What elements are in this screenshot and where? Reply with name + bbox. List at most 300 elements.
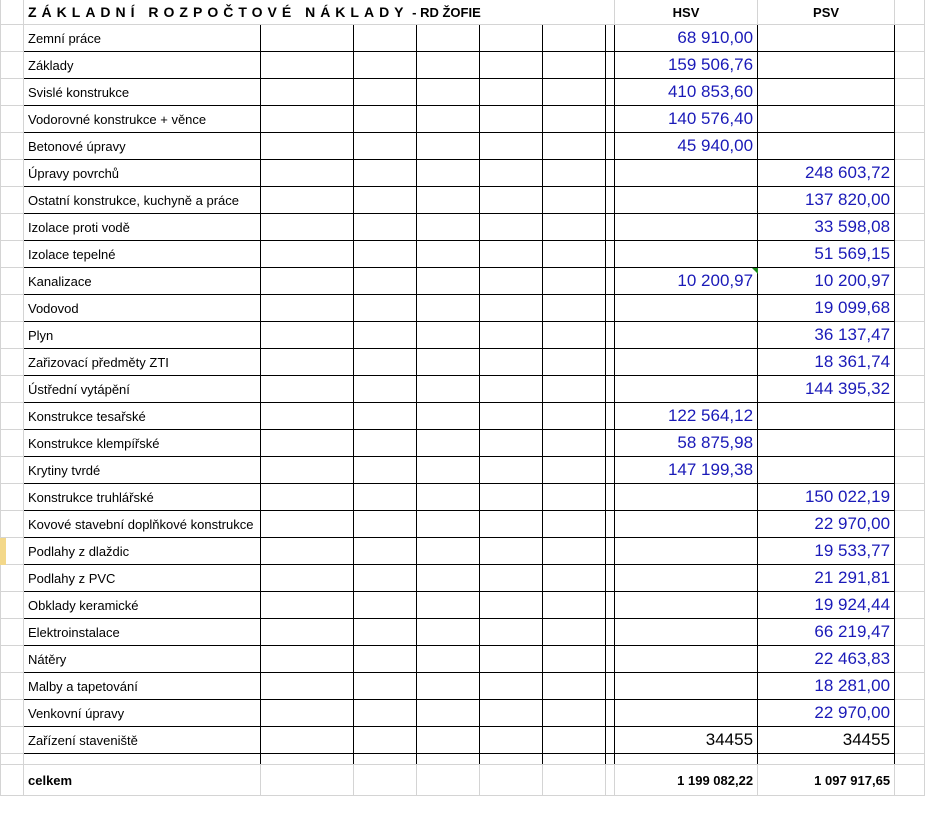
cell[interactable] — [615, 754, 758, 765]
cell[interactable] — [354, 241, 417, 268]
cell[interactable] — [24, 754, 261, 765]
cell[interactable] — [895, 538, 925, 565]
cell[interactable] — [480, 484, 543, 511]
cell[interactable] — [1, 187, 24, 214]
psv-value[interactable] — [758, 25, 895, 52]
cell[interactable] — [480, 430, 543, 457]
hsv-value[interactable] — [615, 376, 758, 403]
hsv-value[interactable]: 45 940,00 — [615, 133, 758, 160]
hsv-value[interactable] — [615, 700, 758, 727]
cell[interactable] — [261, 673, 354, 700]
cell[interactable] — [543, 295, 606, 322]
hsv-value[interactable] — [615, 646, 758, 673]
cell[interactable] — [261, 646, 354, 673]
cell[interactable] — [354, 511, 417, 538]
cell[interactable] — [354, 79, 417, 106]
cell[interactable] — [895, 511, 925, 538]
item-label[interactable]: Úpravy povrchů — [24, 160, 261, 187]
cell[interactable] — [543, 592, 606, 619]
cell[interactable] — [543, 765, 606, 796]
cell[interactable] — [895, 430, 925, 457]
cell[interactable] — [480, 349, 543, 376]
cell[interactable] — [543, 511, 606, 538]
cell[interactable] — [480, 565, 543, 592]
hsv-value[interactable] — [615, 322, 758, 349]
cell[interactable] — [480, 25, 543, 52]
cell[interactable] — [417, 403, 480, 430]
item-label[interactable]: Betonové úpravy — [24, 133, 261, 160]
cell[interactable] — [354, 538, 417, 565]
cell[interactable] — [895, 241, 925, 268]
psv-value[interactable]: 22 970,00 — [758, 700, 895, 727]
cell[interactable] — [480, 403, 543, 430]
cell[interactable] — [261, 322, 354, 349]
cell[interactable] — [606, 484, 615, 511]
psv-value[interactable]: 18 281,00 — [758, 673, 895, 700]
cell[interactable] — [354, 349, 417, 376]
cell[interactable] — [606, 727, 615, 754]
cell[interactable] — [354, 160, 417, 187]
cell[interactable] — [606, 79, 615, 106]
cell[interactable] — [1, 52, 24, 79]
item-label[interactable]: Malby a tapetování — [24, 673, 261, 700]
item-label[interactable]: Svislé konstrukce — [24, 79, 261, 106]
hsv-value[interactable]: 140 576,40 — [615, 106, 758, 133]
cell[interactable] — [480, 79, 543, 106]
hsv-value[interactable]: 147 199,38 — [615, 457, 758, 484]
title-cell[interactable] — [24, 0, 615, 25]
hsv-value[interactable]: 68 910,00 — [615, 25, 758, 52]
cell[interactable] — [1, 619, 24, 646]
hsv-value[interactable]: 34455 — [615, 727, 758, 754]
cell[interactable] — [606, 754, 615, 765]
cell[interactable] — [895, 268, 925, 295]
cell[interactable] — [417, 52, 480, 79]
psv-column-header[interactable]: PSV — [758, 0, 895, 25]
cell[interactable] — [354, 727, 417, 754]
cell[interactable] — [417, 592, 480, 619]
cell[interactable] — [895, 646, 925, 673]
cell[interactable] — [606, 106, 615, 133]
hsv-value[interactable] — [615, 241, 758, 268]
cell[interactable] — [480, 727, 543, 754]
cell[interactable] — [417, 214, 480, 241]
cell[interactable] — [417, 538, 480, 565]
psv-value[interactable]: 19 924,44 — [758, 592, 895, 619]
cell[interactable] — [1, 214, 24, 241]
cell[interactable] — [417, 295, 480, 322]
cell[interactable] — [895, 0, 925, 25]
cell[interactable] — [261, 538, 354, 565]
cell[interactable] — [354, 700, 417, 727]
item-label[interactable]: Vodovod — [24, 295, 261, 322]
cell[interactable] — [606, 241, 615, 268]
cell[interactable] — [895, 79, 925, 106]
item-label[interactable]: Izolace tepelné — [24, 241, 261, 268]
cell[interactable] — [606, 765, 615, 796]
cell[interactable] — [261, 430, 354, 457]
hsv-column-header[interactable]: HSV — [615, 0, 758, 25]
cell[interactable] — [895, 403, 925, 430]
hsv-value[interactable] — [615, 619, 758, 646]
cell[interactable] — [606, 214, 615, 241]
cell[interactable] — [261, 187, 354, 214]
psv-value[interactable]: 66 219,47 — [758, 619, 895, 646]
psv-value[interactable]: 10 200,97 — [758, 268, 895, 295]
cell[interactable] — [417, 241, 480, 268]
cell[interactable] — [354, 214, 417, 241]
cell[interactable] — [261, 52, 354, 79]
cell[interactable] — [480, 457, 543, 484]
cell[interactable] — [261, 349, 354, 376]
cell[interactable] — [354, 457, 417, 484]
cell[interactable] — [606, 673, 615, 700]
cell[interactable] — [261, 511, 354, 538]
cell[interactable] — [606, 349, 615, 376]
cell[interactable] — [417, 160, 480, 187]
psv-value[interactable]: 36 137,47 — [758, 322, 895, 349]
cell[interactable] — [480, 133, 543, 160]
cell[interactable] — [480, 322, 543, 349]
psv-value[interactable] — [758, 403, 895, 430]
cell[interactable] — [543, 187, 606, 214]
cell[interactable] — [1, 727, 24, 754]
psv-value[interactable] — [758, 106, 895, 133]
cell[interactable] — [606, 700, 615, 727]
cell[interactable] — [1, 322, 24, 349]
cell[interactable] — [895, 52, 925, 79]
cell[interactable] — [261, 700, 354, 727]
cell[interactable] — [261, 403, 354, 430]
cell[interactable] — [480, 376, 543, 403]
cell[interactable] — [1, 673, 24, 700]
total-psv[interactable]: 1 097 917,65 — [758, 765, 895, 796]
cell[interactable] — [1, 511, 24, 538]
cell[interactable] — [606, 592, 615, 619]
item-label[interactable]: Krytiny tvrdé — [24, 457, 261, 484]
cell[interactable] — [543, 79, 606, 106]
cell[interactable] — [1, 25, 24, 52]
cell[interactable] — [261, 565, 354, 592]
cell[interactable] — [895, 133, 925, 160]
cell[interactable] — [480, 538, 543, 565]
cell[interactable] — [261, 214, 354, 241]
cell[interactable] — [261, 727, 354, 754]
psv-value[interactable]: 19 533,77 — [758, 538, 895, 565]
item-label[interactable]: Podlahy z PVC — [24, 565, 261, 592]
cell[interactable] — [895, 457, 925, 484]
cell[interactable] — [1, 430, 24, 457]
cell[interactable] — [480, 241, 543, 268]
cell[interactable] — [543, 133, 606, 160]
cell[interactable] — [1, 484, 24, 511]
cell[interactable] — [1, 457, 24, 484]
cell[interactable] — [417, 106, 480, 133]
cell[interactable] — [354, 565, 417, 592]
psv-value[interactable]: 22 463,83 — [758, 646, 895, 673]
cell[interactable] — [606, 619, 615, 646]
cell[interactable] — [543, 754, 606, 765]
item-label[interactable]: Zařizovací předměty ZTI — [24, 349, 261, 376]
cell[interactable] — [1, 349, 24, 376]
cell[interactable] — [261, 160, 354, 187]
cell[interactable] — [417, 727, 480, 754]
psv-value[interactable] — [758, 52, 895, 79]
hsv-value[interactable]: 10 200,97 — [615, 268, 758, 295]
item-label[interactable]: Venkovní úpravy — [24, 700, 261, 727]
psv-value[interactable]: 248 603,72 — [758, 160, 895, 187]
cell[interactable] — [543, 160, 606, 187]
cell[interactable] — [354, 295, 417, 322]
cell[interactable] — [1, 0, 24, 25]
cell[interactable] — [480, 295, 543, 322]
cell[interactable] — [895, 295, 925, 322]
cell[interactable] — [417, 430, 480, 457]
cell[interactable] — [543, 25, 606, 52]
cell[interactable] — [354, 133, 417, 160]
cell[interactable] — [480, 160, 543, 187]
hsv-value[interactable] — [615, 187, 758, 214]
cell[interactable] — [417, 187, 480, 214]
cell[interactable] — [606, 565, 615, 592]
cell[interactable] — [758, 754, 895, 765]
cell[interactable] — [354, 592, 417, 619]
cell[interactable] — [261, 765, 354, 796]
cell[interactable] — [543, 403, 606, 430]
psv-value[interactable] — [758, 133, 895, 160]
cell[interactable] — [417, 133, 480, 160]
cell[interactable] — [543, 376, 606, 403]
cell[interactable] — [543, 565, 606, 592]
cell[interactable] — [543, 52, 606, 79]
cell[interactable] — [417, 754, 480, 765]
cell[interactable] — [606, 430, 615, 457]
cell[interactable] — [895, 322, 925, 349]
cell[interactable] — [261, 754, 354, 765]
hsv-value[interactable] — [615, 349, 758, 376]
cell[interactable] — [354, 765, 417, 796]
psv-value[interactable]: 21 291,81 — [758, 565, 895, 592]
psv-value[interactable]: 137 820,00 — [758, 187, 895, 214]
cell[interactable] — [261, 376, 354, 403]
cell[interactable] — [480, 646, 543, 673]
cell[interactable] — [1, 754, 24, 765]
cell[interactable] — [1, 295, 24, 322]
cell[interactable] — [480, 106, 543, 133]
cell[interactable] — [606, 457, 615, 484]
cell[interactable] — [606, 25, 615, 52]
psv-value[interactable]: 150 022,19 — [758, 484, 895, 511]
cell[interactable] — [1, 106, 24, 133]
psv-value[interactable]: 22 970,00 — [758, 511, 895, 538]
cell[interactable] — [261, 79, 354, 106]
cell[interactable] — [480, 511, 543, 538]
hsv-value[interactable] — [615, 295, 758, 322]
cell[interactable] — [354, 754, 417, 765]
cell[interactable] — [1, 565, 24, 592]
cell[interactable] — [543, 214, 606, 241]
cell[interactable] — [606, 160, 615, 187]
cell[interactable] — [480, 52, 543, 79]
cell[interactable] — [895, 565, 925, 592]
hsv-value[interactable] — [615, 592, 758, 619]
hsv-value[interactable] — [615, 538, 758, 565]
psv-value[interactable]: 34455 — [758, 727, 895, 754]
cell[interactable] — [417, 25, 480, 52]
cell[interactable] — [543, 700, 606, 727]
hsv-value[interactable] — [615, 511, 758, 538]
cell[interactable] — [480, 754, 543, 765]
psv-value[interactable]: 144 395,32 — [758, 376, 895, 403]
cell[interactable] — [261, 106, 354, 133]
cell[interactable] — [417, 673, 480, 700]
cell[interactable] — [354, 376, 417, 403]
cell[interactable] — [261, 25, 354, 52]
cell[interactable] — [543, 241, 606, 268]
cell[interactable] — [354, 430, 417, 457]
cell[interactable] — [543, 430, 606, 457]
hsv-value[interactable] — [615, 484, 758, 511]
item-label[interactable]: Zemní práce — [24, 25, 261, 52]
cell[interactable] — [261, 133, 354, 160]
cell[interactable] — [606, 376, 615, 403]
cell[interactable] — [895, 765, 925, 796]
cell[interactable] — [354, 619, 417, 646]
cell[interactable] — [354, 403, 417, 430]
hsv-value[interactable] — [615, 214, 758, 241]
cell[interactable] — [354, 268, 417, 295]
cell[interactable] — [480, 700, 543, 727]
psv-value[interactable]: 51 569,15 — [758, 241, 895, 268]
item-label[interactable]: Konstrukce tesařské — [24, 403, 261, 430]
cell[interactable] — [543, 538, 606, 565]
item-label[interactable]: Základy — [24, 52, 261, 79]
item-label[interactable]: Konstrukce klempířské — [24, 430, 261, 457]
cell[interactable] — [895, 25, 925, 52]
item-label[interactable]: Ústřední vytápění — [24, 376, 261, 403]
cell[interactable] — [895, 673, 925, 700]
cell[interactable] — [261, 592, 354, 619]
psv-value[interactable]: 18 361,74 — [758, 349, 895, 376]
cell[interactable] — [1, 700, 24, 727]
cell[interactable] — [417, 700, 480, 727]
cell[interactable] — [895, 160, 925, 187]
cell[interactable] — [354, 25, 417, 52]
cell[interactable] — [417, 79, 480, 106]
hsv-value[interactable]: 159 506,76 — [615, 52, 758, 79]
cell[interactable] — [417, 349, 480, 376]
cell[interactable] — [543, 457, 606, 484]
cell[interactable] — [895, 376, 925, 403]
hsv-value[interactable]: 410 853,60 — [615, 79, 758, 106]
cell[interactable] — [1, 646, 24, 673]
cell[interactable] — [895, 106, 925, 133]
cell[interactable] — [543, 727, 606, 754]
cell[interactable] — [895, 214, 925, 241]
cell[interactable] — [261, 484, 354, 511]
cell[interactable] — [417, 565, 480, 592]
hsv-value[interactable] — [615, 160, 758, 187]
item-label[interactable]: Izolace proti vodě — [24, 214, 261, 241]
cell[interactable] — [261, 457, 354, 484]
hsv-value[interactable]: 58 875,98 — [615, 430, 758, 457]
item-label[interactable]: Konstrukce truhlářské — [24, 484, 261, 511]
cell[interactable] — [417, 484, 480, 511]
cell[interactable] — [543, 349, 606, 376]
cell[interactable] — [1, 765, 24, 796]
cell[interactable] — [480, 765, 543, 796]
cell[interactable] — [606, 52, 615, 79]
hsv-value[interactable]: 122 564,12 — [615, 403, 758, 430]
cell[interactable] — [543, 322, 606, 349]
cell[interactable] — [543, 268, 606, 295]
cell[interactable] — [480, 214, 543, 241]
total-label[interactable]: celkem — [24, 765, 261, 796]
psv-value[interactable] — [758, 457, 895, 484]
item-label[interactable]: Plyn — [24, 322, 261, 349]
cell[interactable] — [606, 133, 615, 160]
cell[interactable] — [480, 592, 543, 619]
cell[interactable] — [417, 511, 480, 538]
cell[interactable] — [895, 619, 925, 646]
cell[interactable] — [417, 322, 480, 349]
cell[interactable] — [543, 673, 606, 700]
cell[interactable] — [1, 79, 24, 106]
item-label[interactable]: Vodorovné konstrukce + věnce — [24, 106, 261, 133]
hsv-value[interactable] — [615, 673, 758, 700]
psv-value[interactable] — [758, 79, 895, 106]
cell[interactable] — [417, 619, 480, 646]
cell[interactable] — [543, 646, 606, 673]
cell[interactable] — [1, 133, 24, 160]
cell[interactable] — [543, 484, 606, 511]
cell[interactable] — [417, 268, 480, 295]
item-label[interactable]: Kovové stavební doplňkové konstrukce — [24, 511, 261, 538]
cell[interactable] — [261, 241, 354, 268]
cell[interactable] — [480, 673, 543, 700]
cell[interactable] — [606, 511, 615, 538]
cell[interactable] — [895, 484, 925, 511]
item-label[interactable]: Kanalizace — [24, 268, 261, 295]
cell[interactable] — [895, 754, 925, 765]
cell[interactable] — [895, 727, 925, 754]
cell[interactable] — [895, 592, 925, 619]
item-label[interactable]: Nátěry — [24, 646, 261, 673]
cell[interactable] — [354, 52, 417, 79]
cell[interactable] — [417, 376, 480, 403]
cell[interactable] — [895, 187, 925, 214]
cell[interactable] — [543, 619, 606, 646]
cell[interactable] — [1, 160, 24, 187]
cell[interactable] — [606, 268, 615, 295]
cell[interactable] — [1, 403, 24, 430]
item-label[interactable]: Elektroinstalace — [24, 619, 261, 646]
cell[interactable] — [895, 700, 925, 727]
psv-value[interactable] — [758, 430, 895, 457]
cell[interactable] — [480, 187, 543, 214]
item-label[interactable]: Podlahy z dlaždic — [24, 538, 261, 565]
total-hsv[interactable]: 1 199 082,22 — [615, 765, 758, 796]
cell[interactable] — [417, 457, 480, 484]
cell[interactable] — [1, 268, 24, 295]
cell[interactable] — [354, 673, 417, 700]
cell[interactable] — [606, 322, 615, 349]
cell[interactable] — [606, 295, 615, 322]
cell[interactable] — [606, 403, 615, 430]
psv-value[interactable]: 19 099,68 — [758, 295, 895, 322]
item-label[interactable]: Zařízení staveniště — [24, 727, 261, 754]
cell[interactable] — [895, 349, 925, 376]
